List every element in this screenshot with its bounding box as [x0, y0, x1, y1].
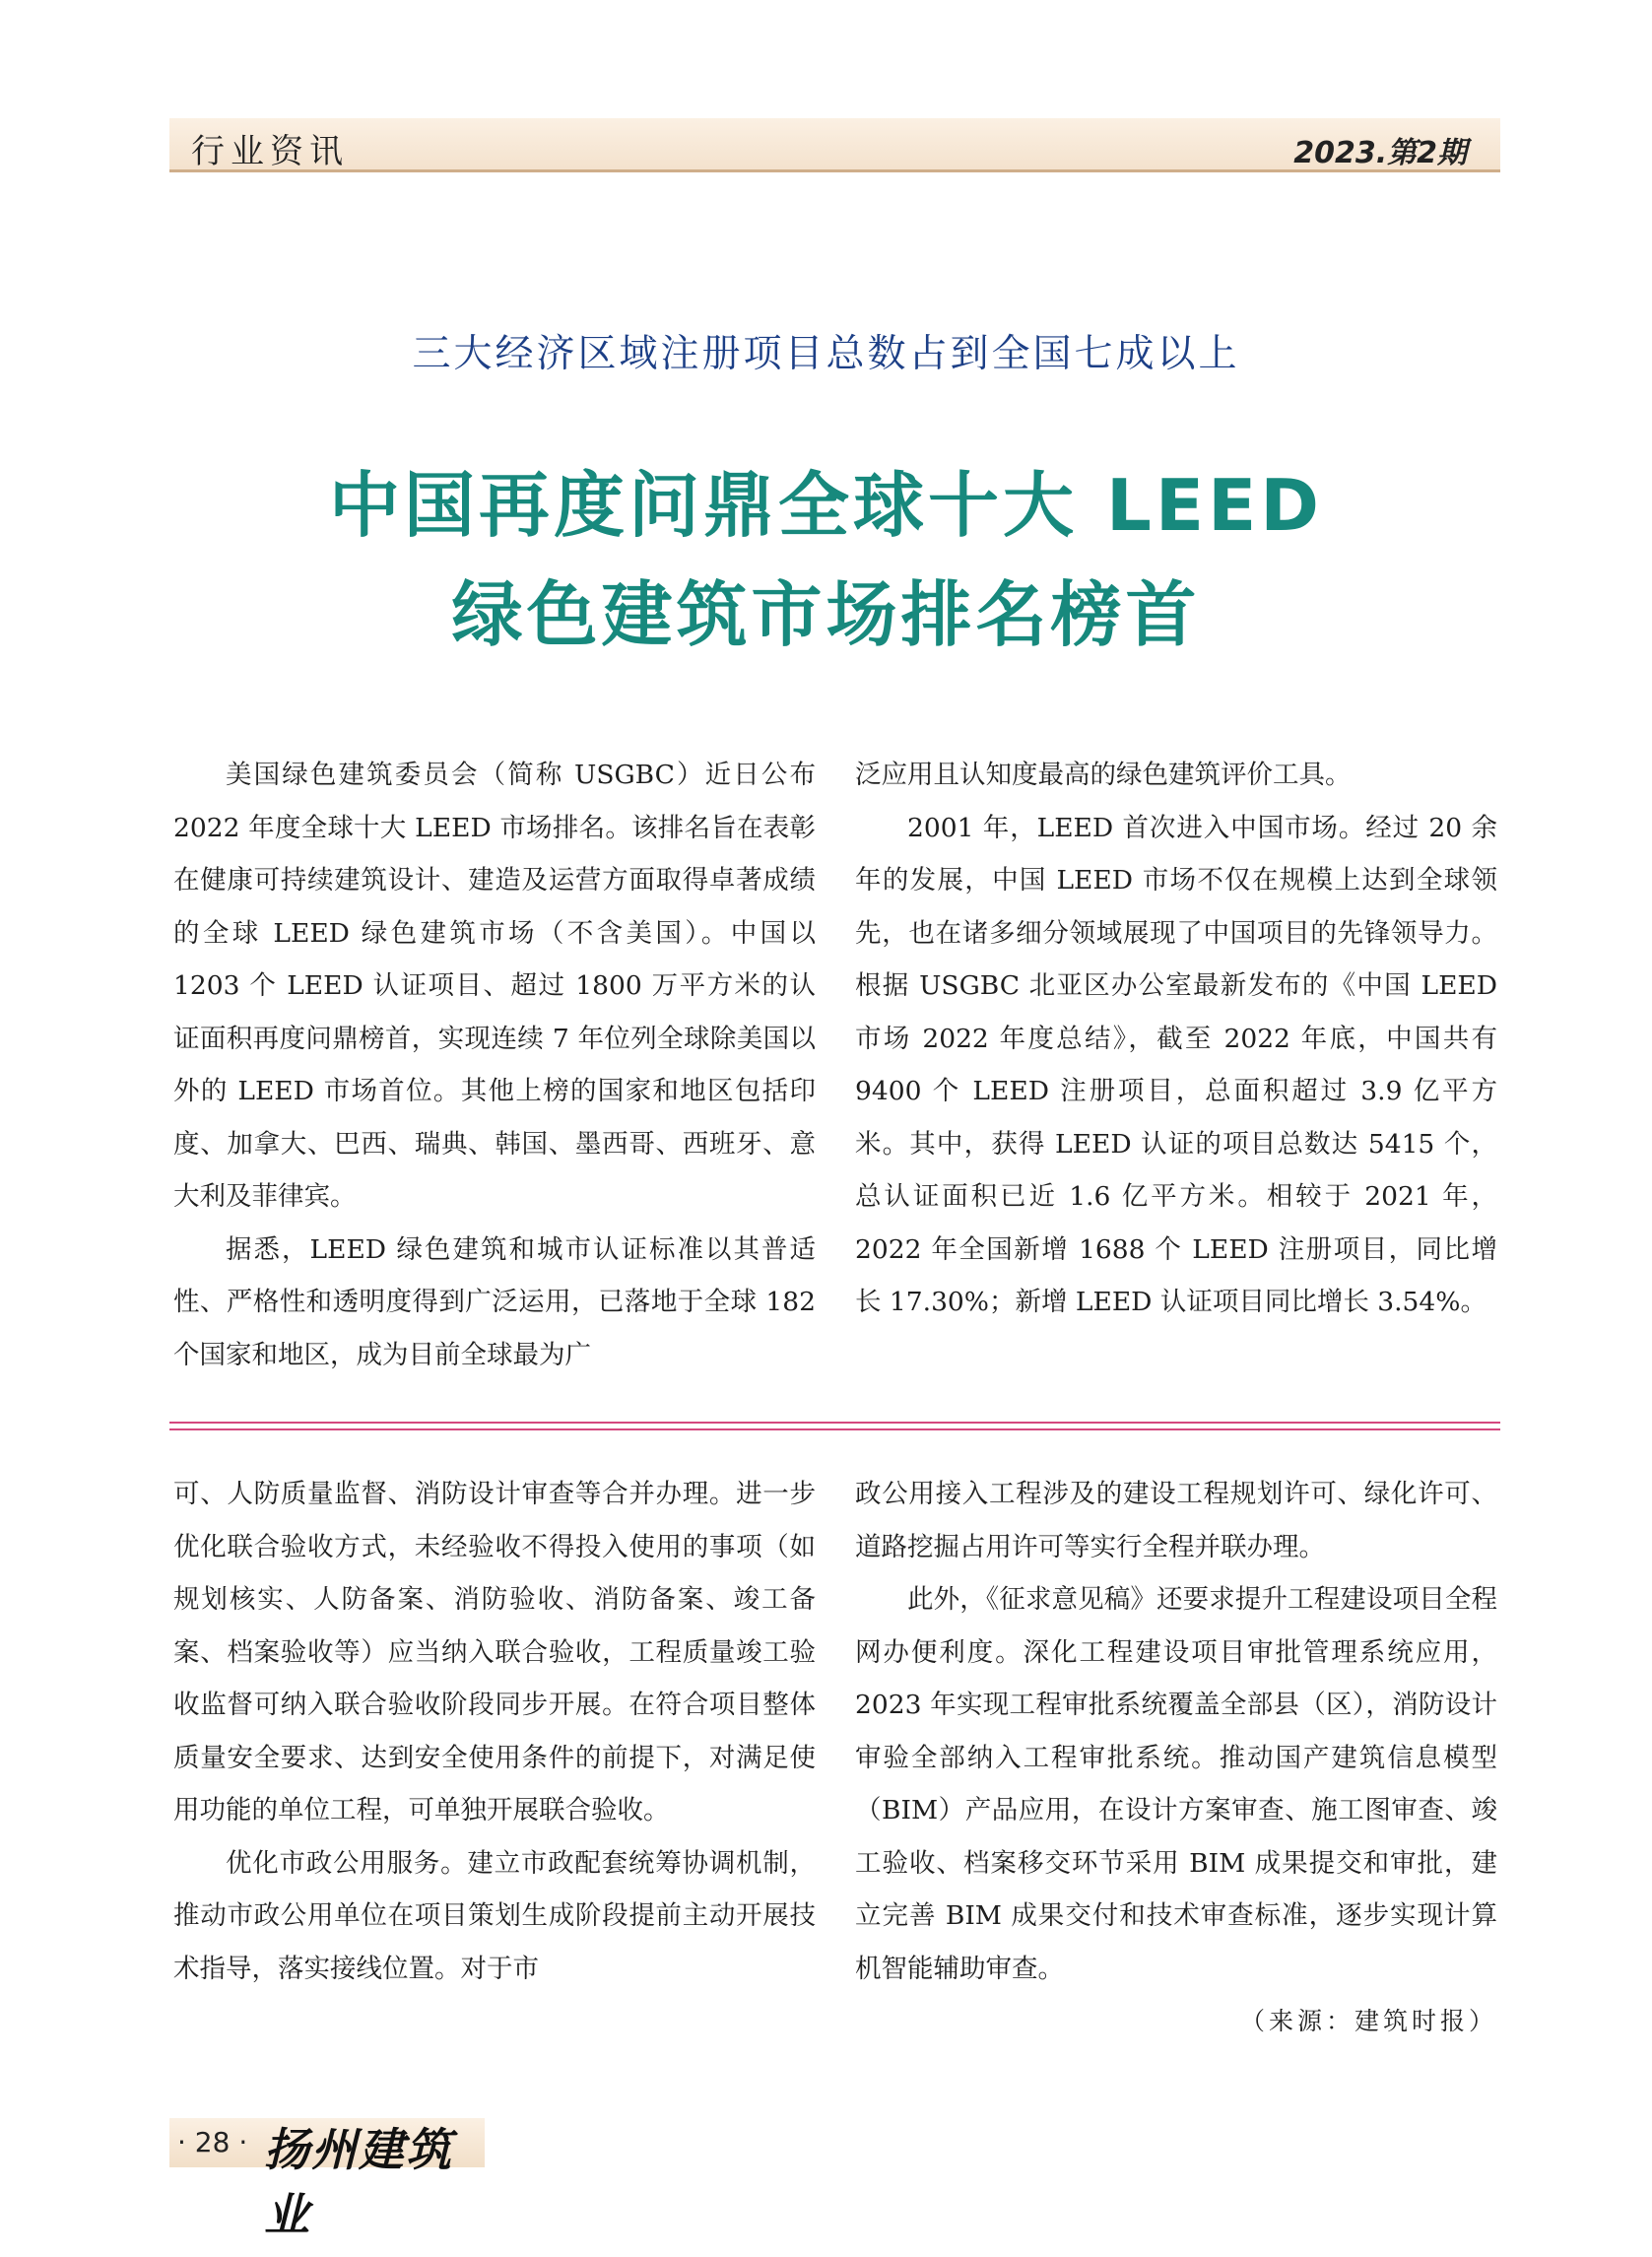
paragraph: 此外，《征求意见稿》还要求提升工程建设项目全程网办便利度。深化工程建设项目审批管理系统应用，2023 年实现工程审批系统覆盖全部县（区），消防设计审验全部纳入工程审批系统。推动国产建筑信息模型（BIM）产品应用，在设计方案审查、施工图审查、竣工验收、档案移交环节采用 BIM 成果提交和审批，建立完善 BIM 成果交付和技术审查标准，逐步实现计算机智能辅助审查。 — [855, 1584, 1497, 1984]
paragraph: 优化市政公用服务。建立市政配套统筹协调机制，推动市政公用单位在项目策划生成阶段提前主动开展技术指导，落实接线位置。对于市 — [173, 1847, 816, 1984]
section-divider — [169, 1422, 1500, 1430]
paragraph: 2001 年，LEED 首次进入中国市场。经过 20 余年的发展，中国 LEED 市场不仅在规模上达到全球领先，也在诸多细分领域展现了中国项目的先锋领导力。根据 USGBC 北亚区办公室最新发布的《中国 LEED 市场 2022 年度总结》，截至 2022 年底，中国共有 9400 个 LEED 注册项目，总面积超过 3.9 亿平方米。其中，获得 LEED 认证的项目总数达 5415 个，总认证面积已近 1.6 亿平方米。相较于 2021 年，2022 年全国新增 1688 个 LEED 注册项目，同比增长 17.30%；新增 LEED 认证项目同比增长 3.54%。 — [855, 812, 1497, 1317]
magazine-logo-text: 扬州建筑业 — [264, 2123, 453, 2241]
running-header — [169, 118, 1500, 172]
article-title-line-2: 绿色建筑市场排名榜首 — [451, 573, 1201, 656]
article-column-2 — [855, 749, 1497, 1329]
article-subtitle: 三大经济区域注册项目总数占到全国七成以上 — [412, 332, 1240, 376]
issue-label: 2023.第2期 — [1293, 136, 1467, 170]
article-title-line-1: 中国再度问鼎全球十大 LEED — [328, 464, 1324, 547]
page-footer — [169, 2118, 485, 2241]
paragraph: 据悉，LEED 绿色建筑和城市认证标准以其普适性、严格性和透明度得到广泛运用，已落地于全球 182 个国家和地区，成为目前全球最为广 — [173, 1233, 816, 1370]
paragraph: 政公用接入工程涉及的建设工程规划许可、绿化许可、道路挖掘占用许可等实行全程并联办理。 — [855, 1479, 1497, 1562]
continued-column-1 — [173, 1468, 816, 1995]
section-label: 行业资讯 — [191, 132, 349, 171]
paragraph: 泛应用且认知度最高的绿色建筑评价工具。 — [855, 760, 1352, 790]
paragraph: 可、人防质量监督、消防设计审查等合并办理。进一步优化联合验收方式，未经验收不得投入使用的事项（如规划核实、人防备案、消防验收、消防备案、竣工备案、档案验收等）应当纳入联合验收，工程质量竣工验收监督可纳入联合验收阶段同步开展。在符合项目整体质量安全要求、达到安全使用条件的前提下，对满足使用功能的单位工程，可单独开展联合验收。 — [173, 1479, 816, 1826]
page-number: · 28 · — [177, 2126, 248, 2158]
paragraph: 美国绿色建筑委员会（简称 USGBC）近日公布 2022 年度全球十大 LEED 市场排名。该排名旨在表彰在健康可持续建筑设计、建造及运营方面取得卓著成绩的全球 LEED 绿色建筑市场（不含美国）。中国以 1203 个 LEED 认证项目、超过 1800 万平方米的认证面积再度问鼎榜首，实现连续 7 年位列全球除美国以外的 LEED 市场首位。其他上榜的国家和地区包括印度、加拿大、巴西、瑞典、韩国、墨西哥、西班牙、意大利及菲律宾。 — [173, 760, 816, 1212]
continued-column-2 — [855, 1468, 1497, 2048]
source-credit: （来源：建筑时报） — [1239, 2007, 1497, 2035]
article-column-1 — [173, 749, 816, 1381]
